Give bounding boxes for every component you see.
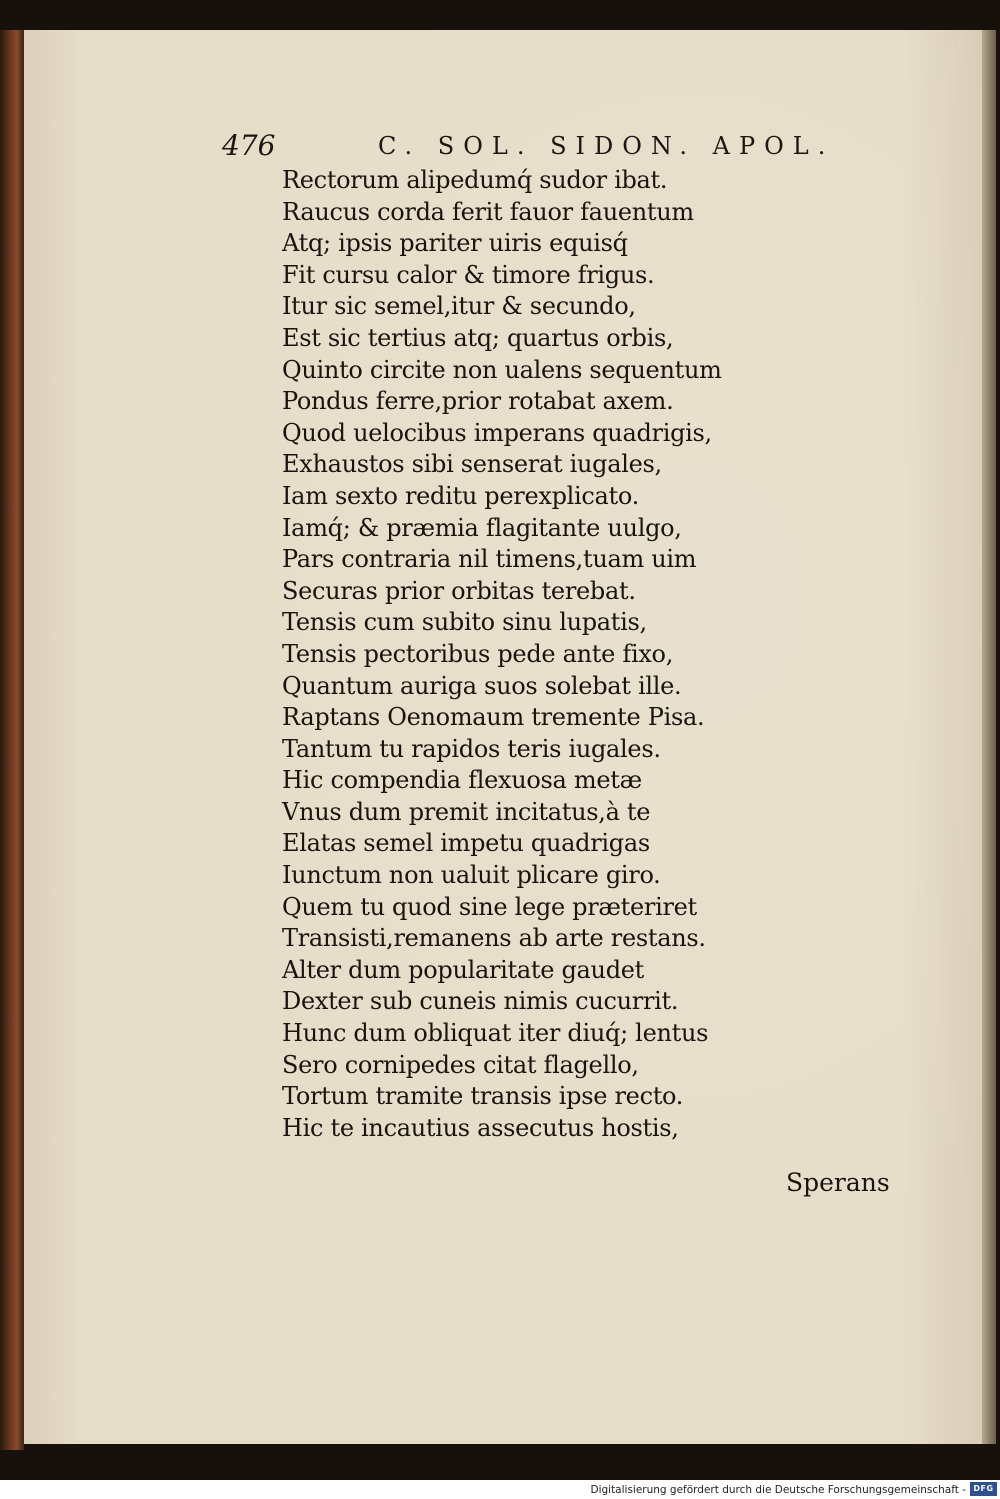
verse-line: Quinto circite non ualens sequentum [282, 355, 722, 384]
verse-line: Hic te incautius assecutus hostis, [282, 1113, 679, 1142]
verse-line: Sero cornipedes citat flagello, [282, 1050, 639, 1079]
page-header [222, 128, 835, 164]
verse-line: Exhaustos sibi senserat iugales, [282, 450, 662, 479]
verse-line: Iam sexto reditu perexplicato. [282, 481, 639, 510]
verse-line: Tortum tramite transis ipse recto. [282, 1082, 684, 1111]
verse-line: Securas prior orbitas terebat. [282, 576, 636, 605]
page-edge [982, 30, 996, 1444]
verse-line: Raucus corda ferit fauor fauentum [282, 197, 694, 226]
verse-line: Hunc dum obliquat iter diuq́; lentus [282, 1019, 709, 1048]
verse-line: Iunctum non ualuit plicare giro. [282, 861, 661, 890]
verse-line: Fit cursu calor & timore frigus. [282, 260, 655, 289]
verse-line: Rectorum alipedumq́ sudor ibat. [282, 166, 668, 194]
verse-line: Vnus dum premit incitatus,à te [282, 797, 651, 826]
verse-line: Est sic tertius atq; quartus orbis, [282, 323, 674, 352]
verse-line: Pars contraria nil timens,tuam uim [282, 545, 697, 574]
verse-line: Quem tu quod sine lege præteriret [282, 892, 697, 921]
verse-line: Hic compendia flexuosa metæ [282, 766, 642, 795]
verse-line: Raptans Oenomaum tremente Pisa. [282, 703, 705, 732]
verse-line: Iamq́; & præmia flagitante uulgo, [282, 513, 682, 542]
verse-line: Transisti,remanens ab arte restans. [282, 924, 706, 953]
verse-text [282, 165, 822, 1144]
dfg-logo-icon: DFG [970, 1482, 997, 1496]
book-spine-edge [0, 30, 24, 1450]
running-head: C. SOL. SIDON. APOL. [378, 132, 835, 160]
verse-line: Atq; ipsis pariter uiris equisq́ [282, 229, 628, 258]
catchword: Sperans [786, 1168, 890, 1197]
verse-line: Elatas semel impetu quadrigas [282, 829, 650, 858]
verse-line: Itur sic semel,itur & secundo, [282, 292, 636, 321]
verse-line: Quantum auriga suos solebat ille. [282, 671, 682, 700]
digitization-credit: Digitalisierung gefördert durch die Deutsche Forschungsgemeinschaft - [590, 1484, 966, 1496]
verse-line: Alter dum popularitate gaudet [282, 955, 644, 984]
verse-line: Tensis cum subito sinu lupatis, [282, 608, 647, 637]
verse-line: Pondus ferre,prior rotabat axem. [282, 387, 674, 416]
verse-line: Quod uelocibus imperans quadrigis, [282, 418, 712, 447]
page-number: 476 [222, 129, 276, 162]
verse-line: Tantum tu rapidos teris iugales. [282, 734, 661, 763]
verse-line: Tensis pectoribus pede ante fixo, [282, 639, 674, 668]
verse-line: Dexter sub cuneis nimis cucurrit. [282, 987, 679, 1016]
